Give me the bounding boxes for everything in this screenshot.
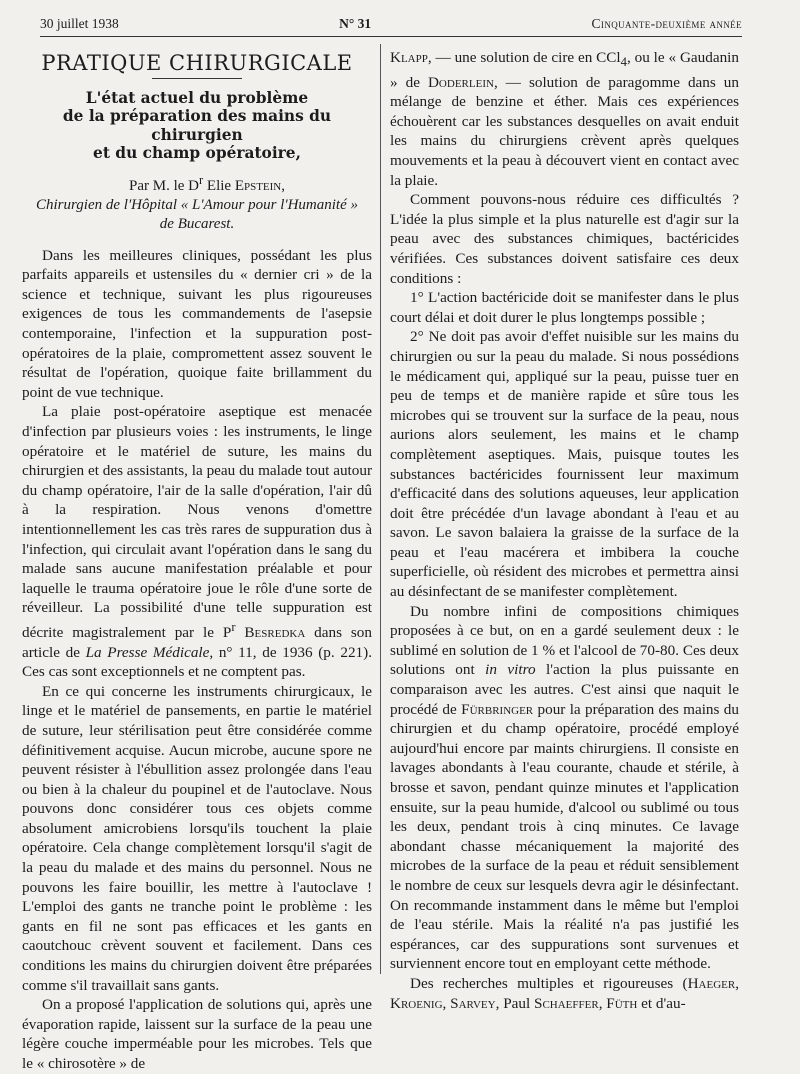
paragraph: En ce qui concerne les instruments chirurgicaux, le linge et le matériel de pansements, en partie le matériel de suture, leur stérilisation peut être considérée comme définitivement acquise. Aucun microbe, aucune spore ne peuvent résister à l'ébullition assez prolongée dans l'eau ou bien à la chaleur du poupinel et de l'autoclave. Nous pouvons donc considérer tous ces objets comme absolument amicrobiens lorsqu'ils touchent la plaie opératoire. Cela change complètement lorsqu'il s'agit de la peau du malade et des mains du personnel. Nous ne pouvons les faire bouillir, les mettre à l'autoclave ! L'emploi des gants ne tranche point le problème : les gants en fil ne sont pas efficaces et les gants en caoutchouc crèvent souvent et facilement. Dans ces conditions les mains du chirurgien doivent être préparées comme s'il travaillait sans gants. [22, 682, 372, 994]
article-title [22, 89, 372, 163]
article-title-line: et du champ opératoire, [93, 144, 301, 163]
article-title-line: L'état actuel du problème [85, 88, 309, 107]
paragraph: La plaie post-opératoire aseptique est menacée d'infection par plusieurs voies : les instruments, le linge opératoire et le matériel de suture, les mains du chirurgien et des assistants, la peau du malade tout autour du champ opératoire, l'air de la salle d'opération, l'air dû à la respiration. Nous venons d'omettre intentionnellement les cas très rares de suppuration dus à l'infection, qui circulait avant l'opération dans le sang du malade sans aucune manifestation préalable et pour laquelle le trauma opératoire joue le rôle d'une sorte de réveilleur. La possibilité d'une telle suppuration est décrite magistralement par le $P^r$ Besredka dans son article de La Presse Médicale, n° 11, de 1936 (p. 221). Ces cas sont exceptionnels et ne comptent pas. [22, 403, 372, 681]
running-head [40, 14, 742, 34]
byline: Par M. le $D^r$ Elie Epstein, [128, 172, 286, 194]
paragraph: Klapp, — une solution de cire en CCl$_4$, ou le « Gaudanin » de Doderlein, — solution de paragomme dans un mélange de benzine et éther. Mais ces expériences échouèrent car les substances desquelles on avait enduit les mains du chirurgiens crèvent après quelques mouvements et la peau à découvert vient en contact avec la plaie. [390, 49, 739, 189]
header-rule [40, 36, 742, 37]
author-name: Epstein, [234, 177, 286, 194]
left-column [22, 48, 372, 1074]
paragraph: On a proposé l'application de solutions qui, après une évaporation rapide, laissent sur la surface de la peau une légère couche imperméable pour les microbes. Tels que le « chirosotère » de [22, 996, 372, 1072]
paragraph: Comment pouvons-nous réduire ces difficultés ? L'idée la plus simple et la plus naturelle est d'agir sur la peau avec des substances chimiques, bactéricides vérifiées. Ces substances doivent satisfaire ces deux conditions : [390, 191, 739, 287]
issue-date: 30 juillet 1938 [40, 16, 119, 31]
author-affiliation: Chirurgien de l'Hôpital « L'Amour pour l'Humanité » de Bucarest. [36, 196, 358, 232]
paragraph: Du nombre infini de compositions chimiques proposées à ce but, on en a gardé seulement deux : le sublimé en solution de 1 % et l'alcool de 70-80. Ces deux solutions ont in vitro l'action la plus puissante en comparaison avec les autres. C'est ainsi que naquit le procédé de Fürbringer pour la préparation des mains du chirurgien et du champ opératoire, procédé employé aujourd'hui encore par maints chirurgiens. Il consiste en lavages abondants à l'eau courante, chaude et stérile, à brosse et savon, pendant quinze minutes et l'application ensuite, sur la peau humide, d'alcool ou sublimé ou tous les deux, pendant trois à cinq minutes. Ce lavage abondant chasse mécaniquement la majorité des microbes de la surface de la peau et réduit sensiblement le nombre de ceux sur lesquels devra agir le désinfectant. On recommande instamment dans le même but l'emploi de l'eau stérile. Mais la réalité n'a pas justifié les espérances, car des suppurations sont survenues et surviennent encore tout en employant cette méthode. [390, 602, 740, 973]
section-rubric: PRATIQUE CHIRURGICALE [41, 51, 353, 75]
rubric-rule [152, 78, 242, 79]
column-divider [380, 44, 381, 974]
paragraph: 2° Ne doit pas avoir d'effet nuisible sur les mains du chirurgien ou sur la peau du malade. Si nous possédions le médicament qui, appliqué sur la peau, puisse tuer en peu de temps et de manière rapide et sûre tous les microbes qui se trouvent sur la surface de la peau, nous aurions alors seulement, les mains et le champ complètement aseptiques. Mais, puisque toutes les substances bactéricides fournissent leur maximum d'efficacité dans des solutions aqueuses, leur application doit être précédée d'un lavage abondant à l'eau et au savon. Le savon balaiera la graisse de la surface de la peau et l'eau macérera et imbibera la couche superficielle, où résident des microbes et permettra ainsi au désinfectant de se manifester complètement. [390, 328, 739, 601]
article-title-line: de la préparation des mains du chirurgien [62, 107, 332, 144]
paragraph: Dans les meilleures cliniques, possédant les plus parfaits appareils et ustensiles du « dernier cri » de la science et technique, suivant les plus rigoureuses exigences de tous les commandements de l'asepsie contemporaine, l'infection et la suppuration post-opératoires de la plaie, compromettent assez souvent le résultat de l'opération, quoique faite brillamment du point de vue technique. [22, 246, 372, 401]
issue-number: N° 31 [339, 16, 372, 31]
journal-title: La Presse Médicale [85, 643, 210, 661]
paragraph: 1° L'action bactéricide doit se manifester dans le plus court délai et doit durer le plus longtemps possible ; [390, 289, 739, 326]
paragraph: Des recherches multiples et rigoureuses (Haeger, Kroenig, Sarvey, Paul Schaeffer, Füth et d'au- [390, 974, 739, 1012]
volume-year: Cinquante-deuxième année [591, 16, 742, 31]
right-column [390, 48, 739, 1013]
